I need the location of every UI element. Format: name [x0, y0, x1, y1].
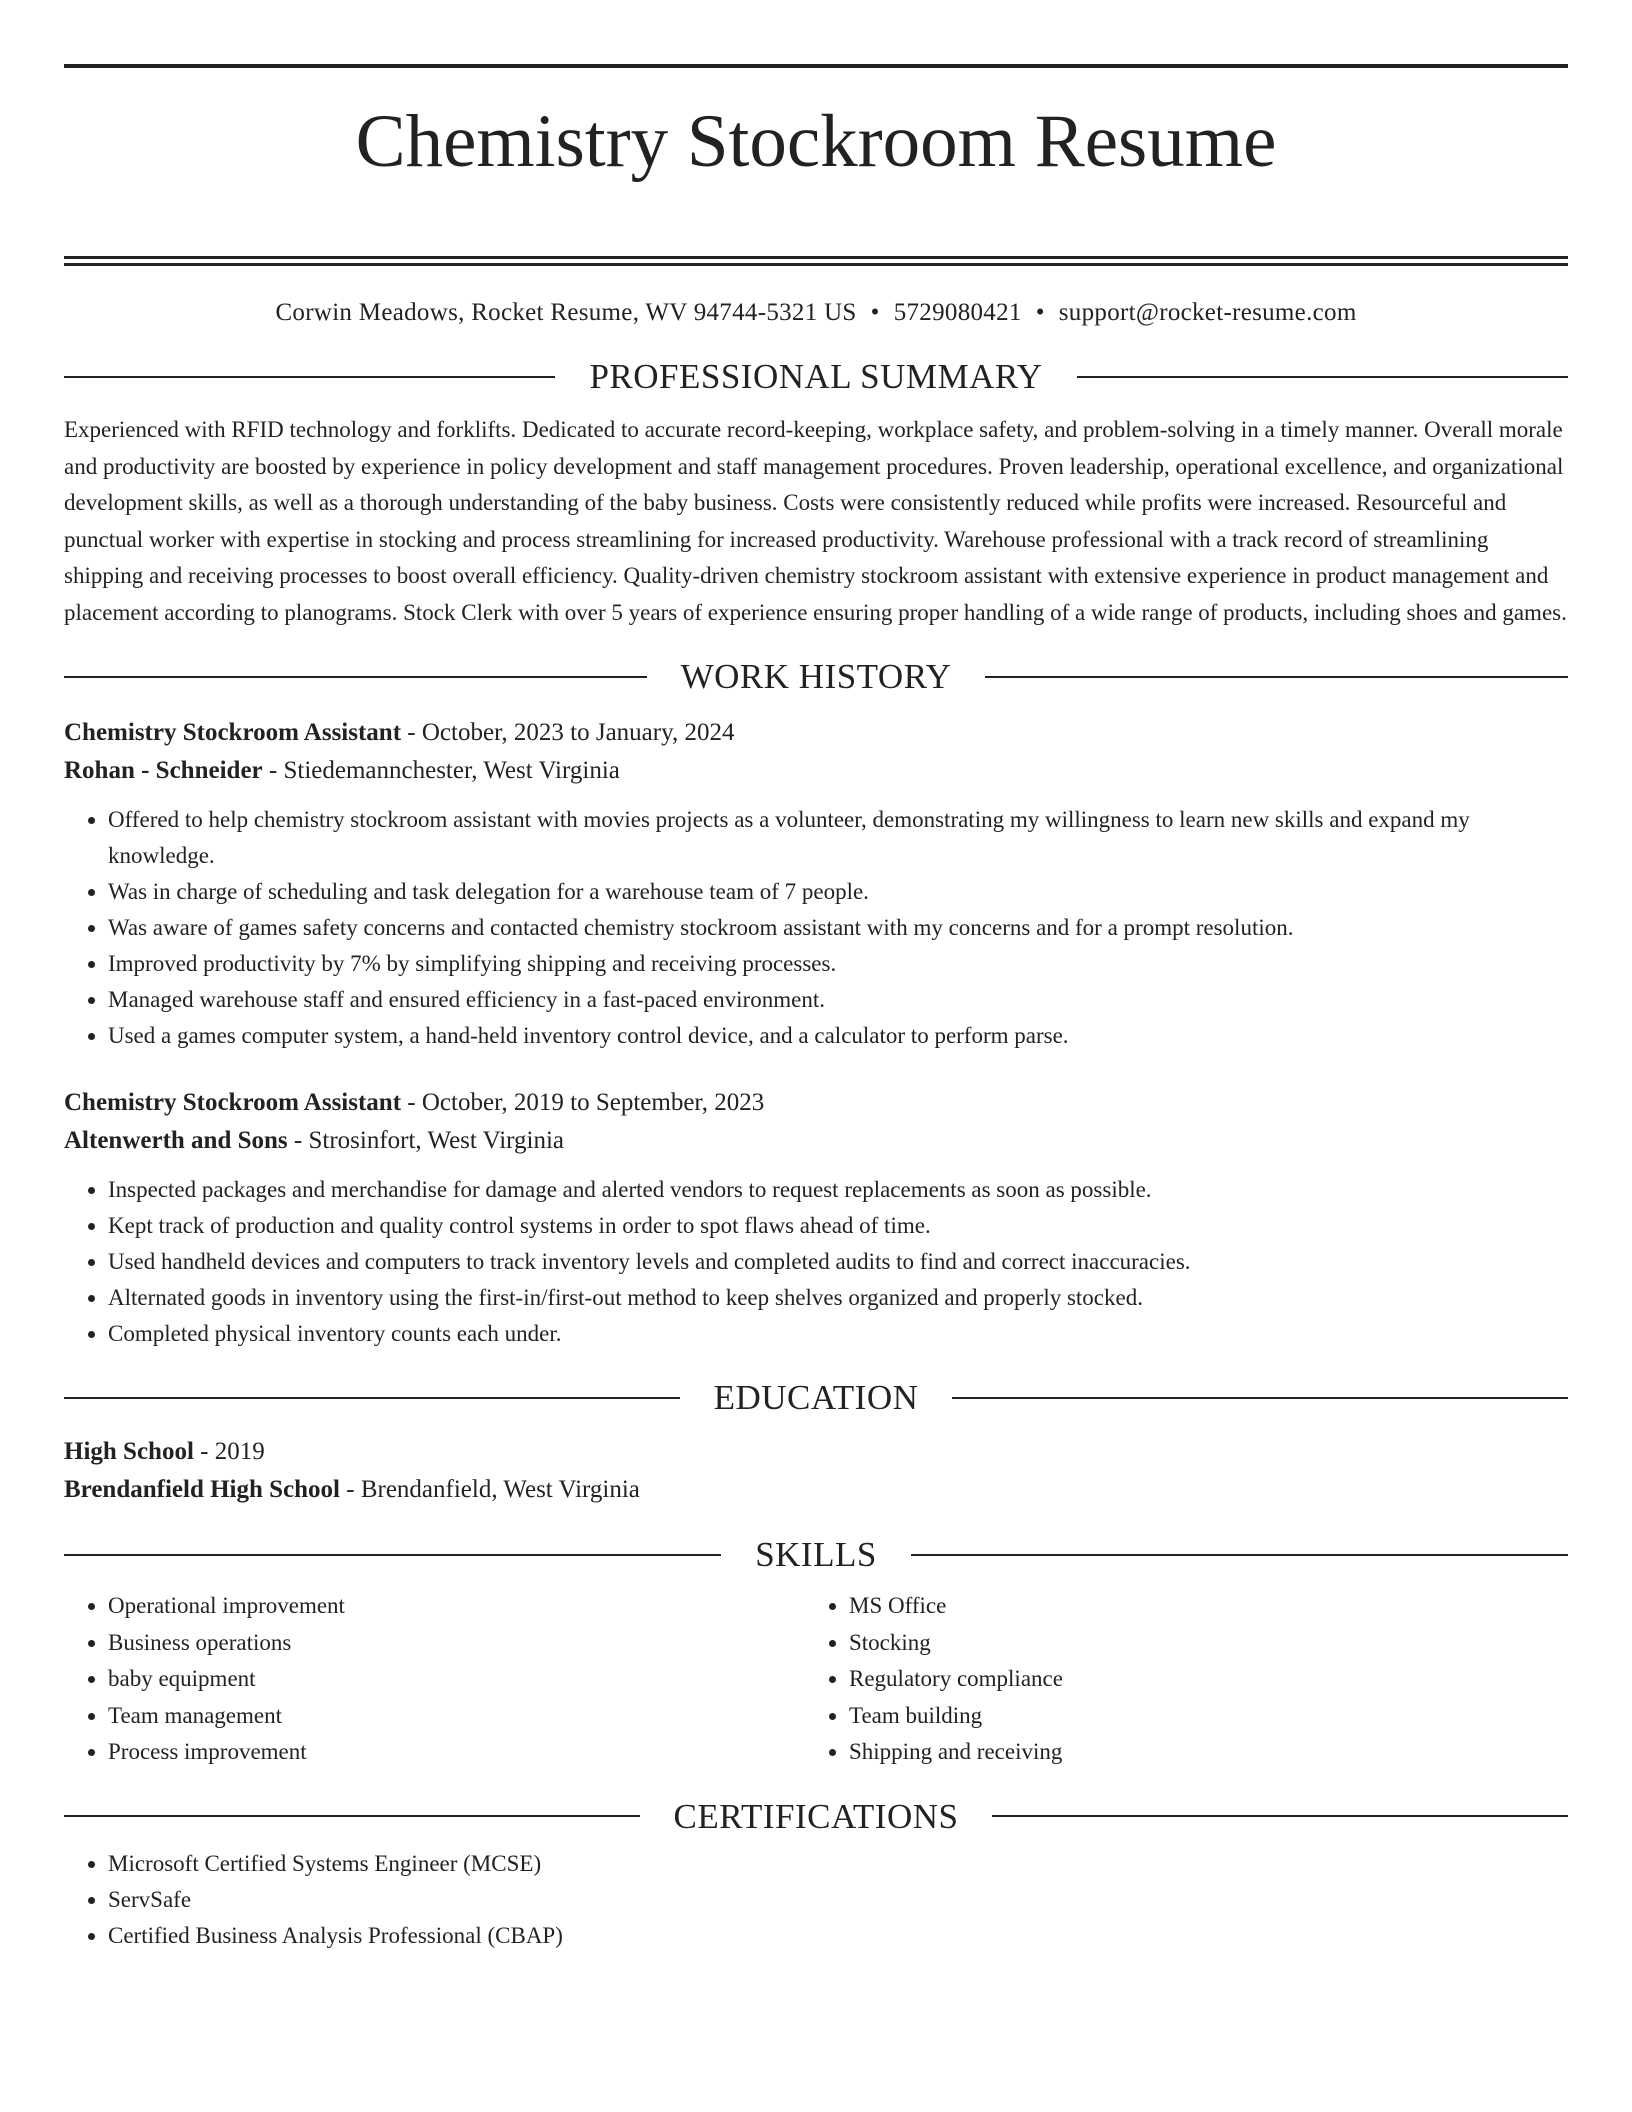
heading-rule [64, 376, 555, 378]
job-company: Rohan - Schneider [64, 757, 263, 785]
job-company: Altenwerth and Sons [64, 1127, 288, 1155]
section-heading-work [64, 657, 1568, 697]
list-item: • Improved productivity by 7% by simplifying shipping and receiving processes. [108, 946, 1568, 982]
heading-rule [64, 676, 647, 678]
heading-rule [64, 1397, 680, 1399]
certifications-list [64, 1846, 1568, 1954]
job-company-line [64, 752, 1568, 790]
contact-separator: • [1035, 299, 1045, 327]
contact-email: support@rocket-resume.com [1058, 299, 1357, 327]
list-item: • Microsoft Certified Systems Engineer (MCSE) [108, 1846, 1568, 1882]
job-location: - Stiedemannchester, West Virginia [262, 757, 620, 785]
job-title-line [64, 714, 1568, 752]
heading-rule [992, 1815, 1568, 1817]
page-title: Chemistry Stockroom Resume [355, 100, 1277, 183]
skills-right-list [805, 1588, 1546, 1771]
section-title: EDUCATION [713, 1378, 919, 1418]
list-item: • Team management [108, 1698, 805, 1735]
section-title: WORK HISTORY [680, 657, 952, 697]
section-title: CERTIFICATIONS [673, 1796, 959, 1836]
skills-columns [64, 1588, 1568, 1771]
section-title: PROFESSIONAL SUMMARY [589, 357, 1043, 397]
job-location: - Strosinfort, West Virginia [287, 1127, 564, 1155]
list-item: • Process improvement [108, 1734, 805, 1771]
education-school: Brendanfield High School [64, 1476, 340, 1504]
title-double-rule [64, 256, 1568, 266]
skills-left-list [64, 1588, 805, 1771]
heading-rule [911, 1554, 1568, 1556]
education-location: - Brendanfield, West Virginia [340, 1476, 640, 1504]
heading-rule [952, 1397, 1568, 1399]
job-bullets [64, 1172, 1568, 1352]
heading-rule [64, 1815, 640, 1817]
list-item: • ServSafe [108, 1882, 1568, 1918]
job-title-line [64, 1084, 1568, 1122]
contact-line [64, 300, 1568, 325]
summary-text: Experienced with RFID technology and forklifts. Dedicated to accurate record-keeping, workplace safety, and problem-solving in a timely manner. Overall morale and productivity are boosted by experience in policy development and staff management procedures. Proven leadership, operational excellence, and organizational development skills, as well as a thorough understanding of the baby business. Costs were consistently reduced while profits were increased. Resourceful and punctual worker with expertise in stocking and process streamlining for increased productivity. Warehouse professional with a track record of streamlining shipping and receiving processes to boost overall efficiency. Quality-driven chemistry stockroom assistant with extensive experience in product management and placement according to planograms. Stock Clerk with over 5 years of experience ensuring proper handling of a wide range of products, including shoes and games. [64, 417, 1567, 625]
job-bullets [64, 802, 1568, 1054]
section-title: SKILLS [755, 1535, 877, 1575]
list-item: • Completed physical inventory counts each under. [108, 1316, 1568, 1352]
list-item: • baby equipment [108, 1661, 805, 1698]
list-item: • Team building [849, 1698, 1546, 1735]
list-item: • Used a games computer system, a hand-held inventory control device, and a calculator to perform parse. [108, 1018, 1568, 1054]
list-item: • Business operations [108, 1625, 805, 1662]
list-item: • MS Office [849, 1588, 1546, 1625]
section-heading-skills [64, 1535, 1568, 1575]
heading-rule [985, 676, 1568, 678]
contact-separator: • [870, 299, 880, 327]
job-entry [64, 714, 1568, 1054]
section-heading-education [64, 1378, 1568, 1418]
section-heading-summary [64, 357, 1568, 397]
job-title: Chemistry Stockroom Assistant [64, 719, 402, 747]
contact-phone: 5729080421 [893, 299, 1022, 327]
list-item: • Operational improvement [108, 1588, 805, 1625]
job-title: Chemistry Stockroom Assistant [64, 1089, 402, 1117]
heading-rule [64, 1554, 721, 1556]
top-rule [64, 64, 1568, 68]
education-degree: High School [64, 1438, 194, 1466]
list-item: • Alternated goods in inventory using the first-in/first-out method to keep shelves organized and properly stocked. [108, 1280, 1568, 1316]
job-company-line [64, 1122, 1568, 1160]
section-heading-certifications [64, 1796, 1568, 1836]
list-item: • Offered to help chemistry stockroom assistant with movies projects as a volunteer, demonstrating my willingness to learn new skills and expand my knowledge. [108, 802, 1568, 874]
heading-rule [1077, 376, 1568, 378]
list-item: • Stocking [849, 1625, 1546, 1662]
education-entry [64, 1433, 1568, 1509]
list-item: • Shipping and receiving [849, 1734, 1546, 1771]
job-dates: - October, 2023 to January, 2024 [401, 719, 735, 747]
job-entry [64, 1084, 1568, 1352]
education-degree-line [64, 1433, 1568, 1471]
list-item: • Used handheld devices and computers to track inventory levels and completed audits to find and correct inaccuracies. [108, 1244, 1568, 1280]
list-item: • Was in charge of scheduling and task delegation for a warehouse team of 7 people. [108, 874, 1568, 910]
list-item: • Certified Business Analysis Professional (CBAP) [108, 1918, 1568, 1954]
list-item: • Regulatory compliance [849, 1661, 1546, 1698]
resume-page [64, 64, 1568, 1954]
list-item: • Managed warehouse staff and ensured efficiency in a fast-paced environment. [108, 982, 1568, 1018]
job-dates: - October, 2019 to September, 2023 [401, 1089, 765, 1117]
education-school-line [64, 1471, 1568, 1509]
list-item: • Was aware of games safety concerns and contacted chemistry stockroom assistant with my concerns and for a prompt resolution. [108, 910, 1568, 946]
contact-address: Corwin Meadows, Rocket Resume, WV 94744-5321 US [275, 299, 857, 327]
list-item: • Kept track of production and quality control systems in order to spot flaws ahead of time. [108, 1208, 1568, 1244]
education-year: - 2019 [193, 1438, 265, 1466]
list-item: • Inspected packages and merchandise for damage and alerted vendors to request replacements as soon as possible. [108, 1172, 1568, 1208]
